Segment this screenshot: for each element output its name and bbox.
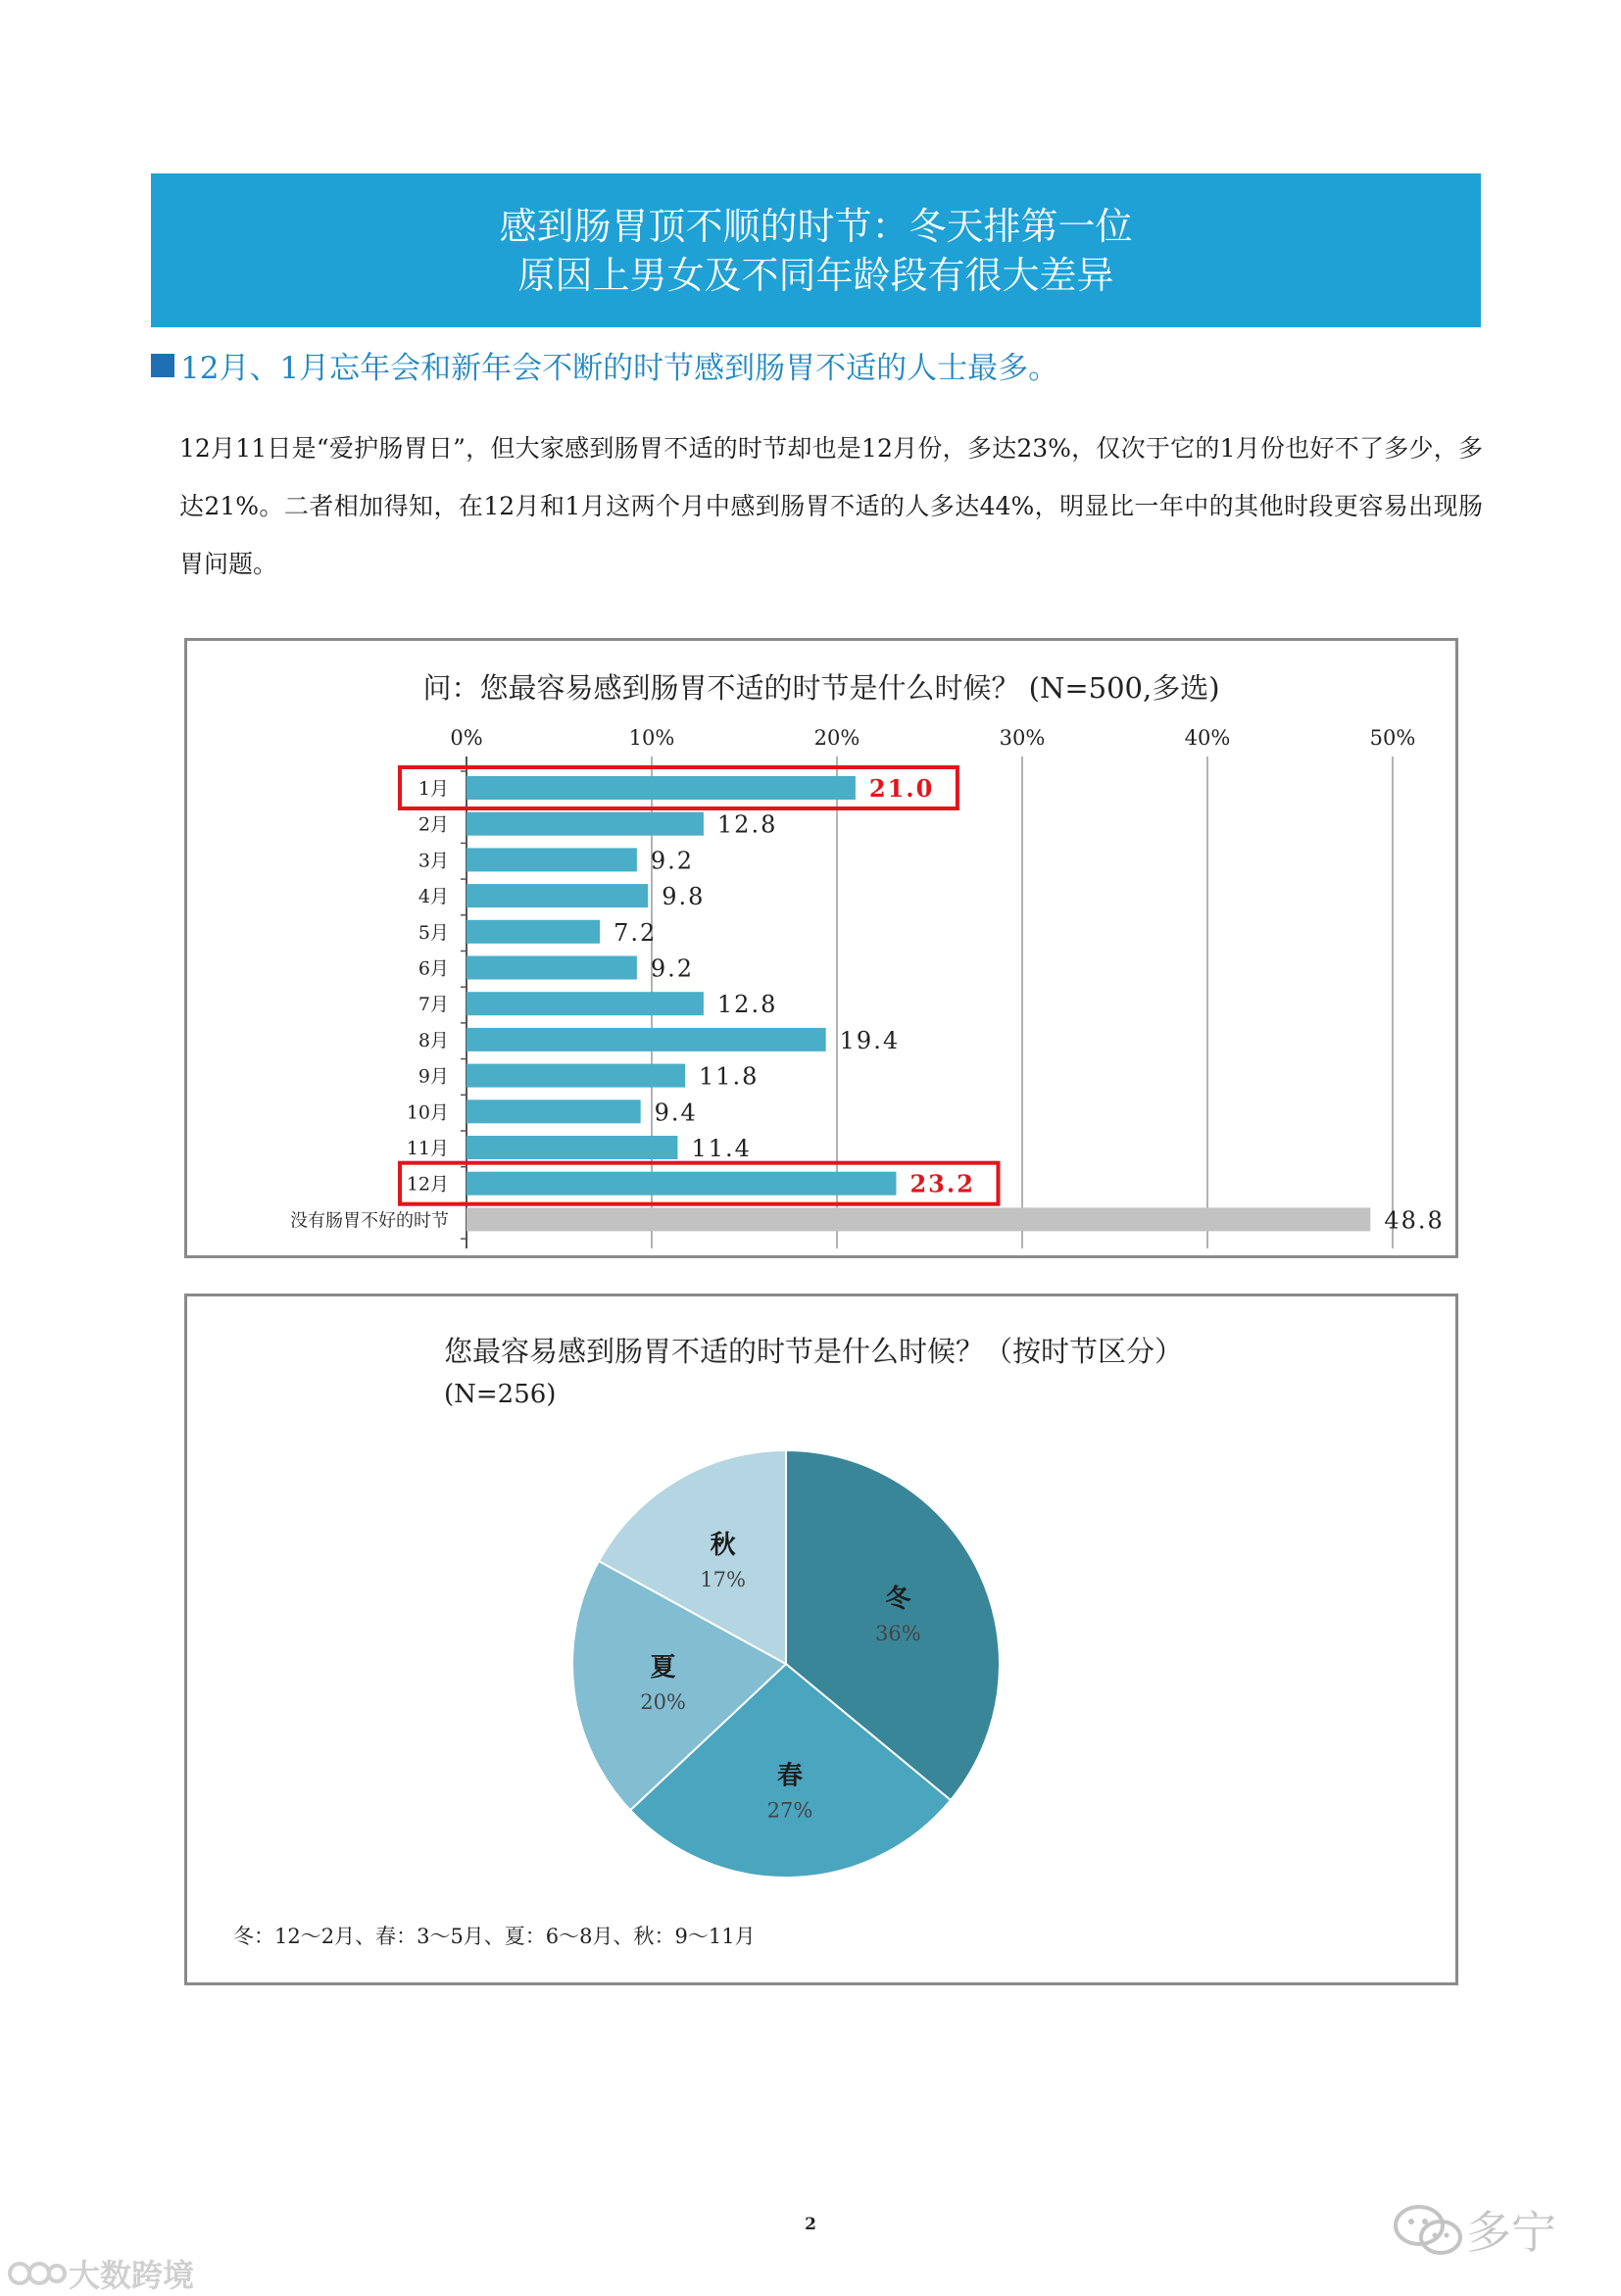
- bar-chart-panel: [184, 638, 1458, 1258]
- body-paragraph: 12月11日是“爱护肠胃日”，但大家感到肠胃不适的时节却也是12月份，多达23%，仅次于它的1月份也好不了多少，多达21%。二者相加得知，在12月和1月这两个月中感到肠胃不适的人多达44%，明显比一年中的其他时段更容易出现肠胃问题。: [179, 434, 1483, 578]
- bar: [467, 1136, 677, 1159]
- title-banner: [151, 173, 1481, 327]
- chart-title: 问：您最容易感到肠胃不适的时节是什么时候？ (N=500,多选): [422, 671, 1220, 705]
- category-label: 12月: [406, 1173, 449, 1196]
- data-label: 19.4: [839, 1026, 901, 1054]
- category-label: 2月: [418, 813, 449, 836]
- slice-label: 冬: [885, 1585, 911, 1615]
- x-tick-label: 0%: [450, 726, 483, 750]
- category-label: 10月: [406, 1101, 449, 1124]
- data-label: 7.2: [614, 918, 658, 947]
- bar: [467, 1064, 685, 1088]
- bar: [467, 920, 600, 944]
- x-tick-label: 50%: [1369, 726, 1416, 750]
- banner-title-line2: 原因上男女及不同年龄段有很大差异: [517, 253, 1114, 297]
- section-heading-text: 12月、1月忘年会和新年会不断的时节感到肠胃不适的人士最多。: [180, 351, 1059, 386]
- category-label: 11月: [406, 1138, 449, 1159]
- data-label: 12.8: [716, 810, 778, 839]
- data-label: 21.0: [868, 774, 935, 803]
- pie-footnote: 冬：12～2月、春：3～5月、夏：6～8月、秋：9～11月: [233, 1925, 756, 1948]
- bar: [467, 848, 637, 871]
- chart-subtitle: (N=256): [444, 1380, 557, 1409]
- category-label: 8月: [418, 1029, 449, 1051]
- x-tick-label: 40%: [1184, 726, 1231, 750]
- banner-title-line1: 感到肠胃顶不顺的时节：冬天排第一位: [499, 204, 1133, 248]
- data-label: 9.4: [654, 1099, 698, 1127]
- data-label: 12.8: [716, 991, 778, 1019]
- pie-chart-panel: [184, 1294, 1458, 1985]
- page-number: 2: [805, 2215, 816, 2234]
- watermark-right: [1392, 2195, 1607, 2264]
- bar-chart: [187, 641, 1455, 1255]
- bar: [467, 992, 704, 1015]
- category-label: 3月: [418, 850, 449, 872]
- x-tick-label: 20%: [813, 726, 860, 750]
- wechat-icon: [1392, 2200, 1466, 2259]
- slice-label: 春: [776, 1761, 803, 1791]
- category-label: 6月: [418, 957, 449, 980]
- bar: [467, 1028, 826, 1051]
- watermark-left: [6, 2256, 195, 2294]
- bar: [467, 776, 856, 800]
- chart-title: 您最容易感到肠胃不适的时节是什么时候？（按时节区分）: [444, 1335, 1184, 1368]
- category-label: 9月: [418, 1065, 449, 1088]
- slice-percent: 27%: [766, 1798, 813, 1823]
- category-label: 1月: [418, 778, 449, 800]
- slice-label: 秋: [710, 1531, 736, 1561]
- bar: [467, 1172, 896, 1196]
- section-heading: [151, 343, 1481, 387]
- bar: [467, 956, 637, 980]
- data-label: 9.2: [650, 847, 695, 875]
- x-tick-label: 30%: [999, 726, 1046, 750]
- slice-percent: 20%: [640, 1689, 686, 1714]
- x-tick-label: 10%: [628, 726, 675, 750]
- category-label: 5月: [418, 921, 449, 944]
- data-label: 11.8: [699, 1062, 760, 1091]
- category-label: 4月: [418, 886, 449, 908]
- bar: [467, 884, 648, 907]
- watermark-left-text: 大数跨境: [69, 2257, 195, 2294]
- category-label: 7月: [418, 994, 449, 1016]
- slice-percent: 36%: [875, 1622, 921, 1646]
- brand-logo-icon: [6, 2257, 69, 2290]
- data-label: 23.2: [909, 1169, 975, 1198]
- slice-label: 夏: [650, 1652, 676, 1683]
- data-label: 48.8: [1384, 1206, 1445, 1235]
- bar: [467, 812, 704, 836]
- data-label: 9.2: [650, 954, 695, 983]
- slice-percent: 17%: [700, 1568, 746, 1592]
- pie-chart: [187, 1296, 1455, 1982]
- watermark-right-text: 多宁: [1466, 2206, 1556, 2259]
- bar: [467, 1207, 1370, 1231]
- category-label: 没有肠胃不好的时节: [290, 1210, 449, 1232]
- data-label: 11.4: [691, 1135, 752, 1162]
- data-label: 9.8: [662, 883, 706, 911]
- bar: [467, 1099, 641, 1123]
- square-bullet-icon: [151, 354, 174, 377]
